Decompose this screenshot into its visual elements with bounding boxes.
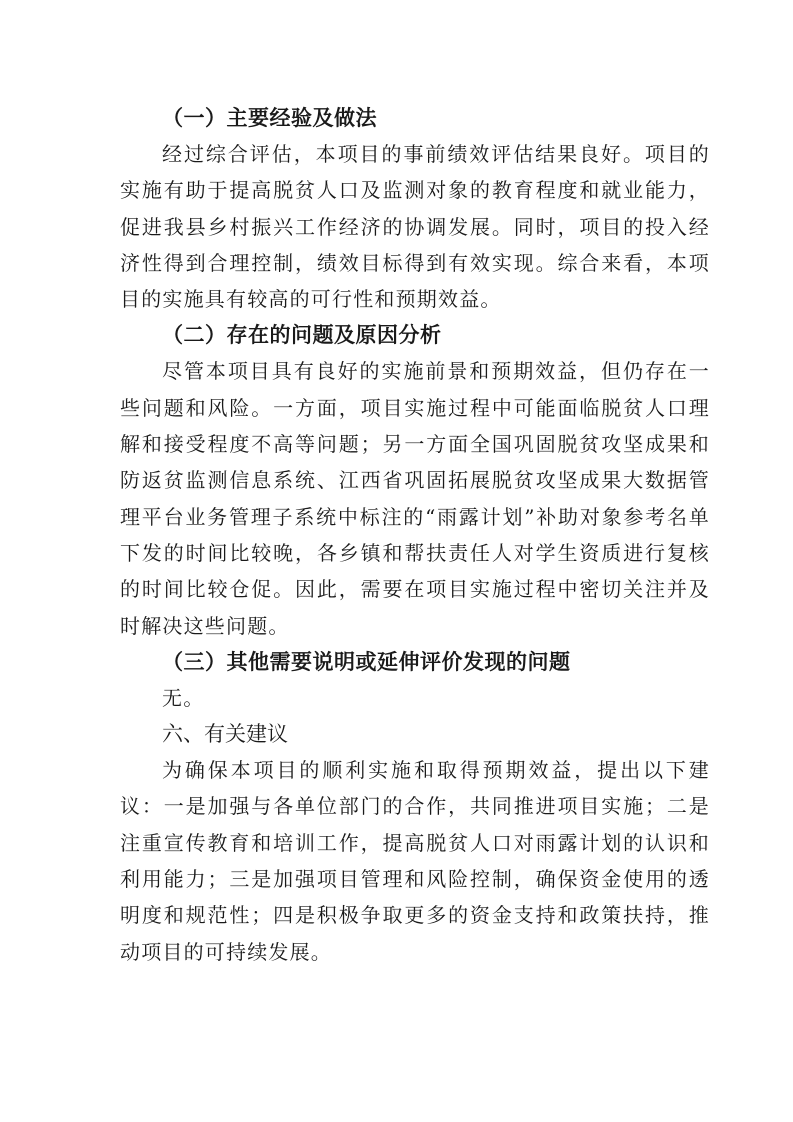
section-body-1: 经过综合评估，本项目的事前绩效评估结果良好。项目的实施有助于提高脱贫人口及监测对象的教育程度和就业能力，促进我县乡村振兴工作经济的协调发展。同时，项目的投入经济性得到合理控制，绩效目标得到有效实现。综合来看，本项目的实施具有较高的可行性和预期效益。 — [120, 142, 710, 312]
section-body-3: 无。 — [162, 685, 205, 710]
recommendations-body: 为确保本项目的顺利实施和取得预期效益，提出以下建议：一是加强与各单位部门的合作，共同推进项目实施；二是注重宣传教育和培训工作，提高脱贫人口对雨露计划的认识和利用能力；三是加强项目管理和风险控制，确保资金使用的透明度和规范性；四是积极争取更多的资金支持和政策扶持，推动项目的可持续发展。 — [120, 758, 710, 964]
section-heading-1: （一）主要经验及做法 — [162, 105, 377, 130]
document-content — [120, 100, 710, 970]
section-body-2: 尽管本项目具有良好的实施前景和预期效益，但仍存在一些问题和风险。一方面，项目实施过程中可能面临脱贫人口理解和接受程度不高等问题；另一方面全国巩固脱贫攻坚成果和防返贫监测信息系统、江西省巩固拓展脱贫攻坚成果大数据管理平台业务管理子系统中标注的“雨露计划”补助对象参考名单下发的时间比较晚，各乡镇和帮扶责任人对学生资质进行复核的时间比较仓促。因此，需要在项目实施过程中密切关注并及时解决这些问题。 — [120, 359, 710, 638]
section-heading-3: （三）其他需要说明或延伸评价发现的问题 — [162, 648, 571, 674]
recommendations-heading: 六、有关建议 — [162, 722, 288, 747]
section-heading-2: （二）存在的问题及原因分析 — [162, 322, 442, 348]
